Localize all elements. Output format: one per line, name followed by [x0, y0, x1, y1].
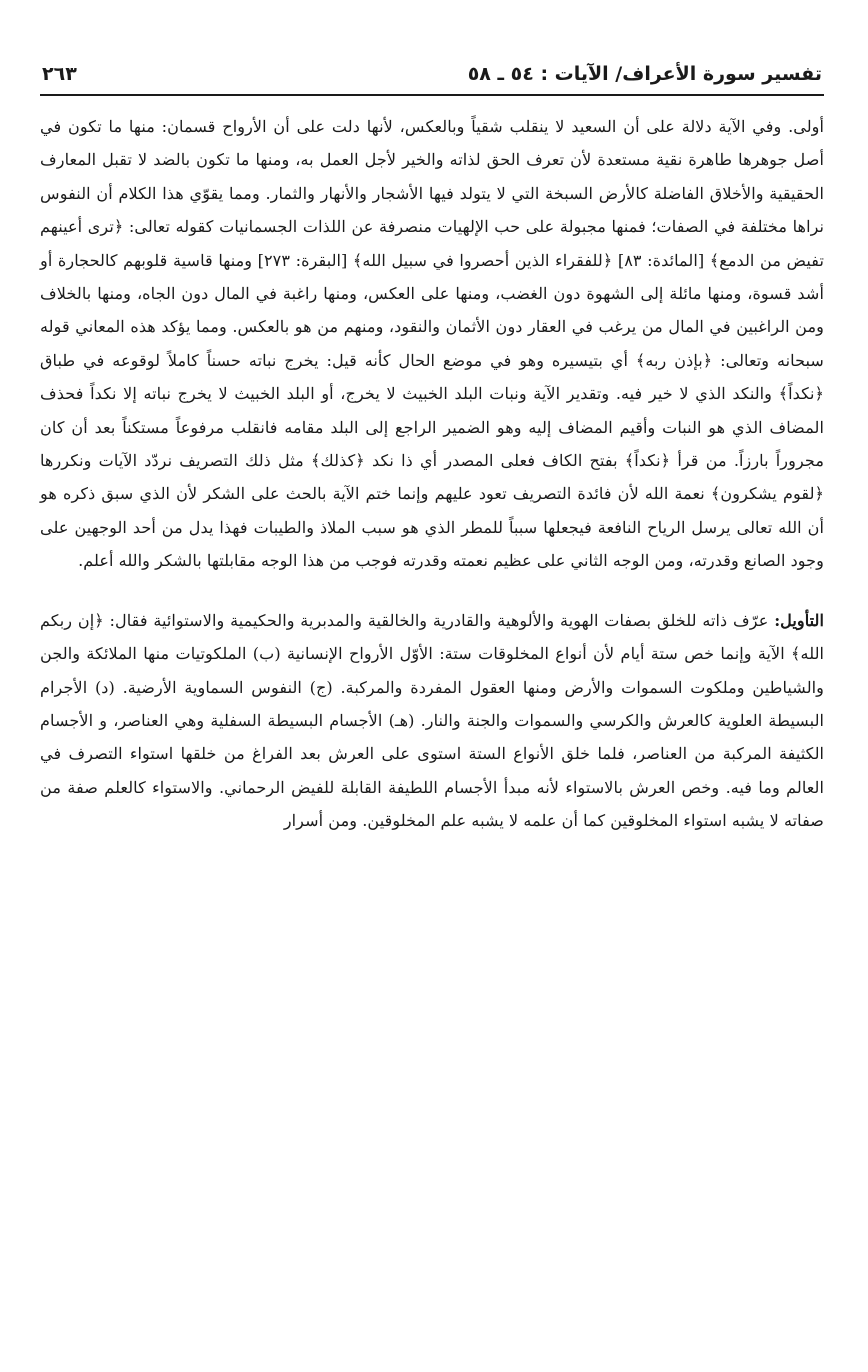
running-header — [40, 60, 824, 96]
paragraph-tawil-lead: التأويل: — [774, 610, 824, 630]
paragraph-tawil — [40, 604, 824, 838]
running-title: تفسير سورة الأعراف/ الآيات : ٥٤ ـ ٥٨ — [467, 63, 822, 85]
paragraph-tafsir-text: أولى. وفي الآية دلالة على أن السعيد لا ينقلب شقياً وبالعكس، لأنها دلت على أن الأرواح قسمان: منها ما تكون في أصل جوهرها طاهرة نقية مستعدة لأن تعرف الحق لذاته والخير لأجل العمل به، ومنها ما تكون بالضد لا تقبل المعارف الحقيقية والأخلاق الفاضلة كالأرض السبخة التي لا يتولد فيها الأشجار والأنهار والثمار. ومما يقوّي هذا الكلام أن النفوس نراها مختلفة في الصفات؛ فمنها مجبولة على حب الإلهيات منصرفة عن اللذات الجسمانيات كقوله تعالى: ﴿ترى أعينهم تفيض من الدمع﴾ [المائدة: ٨٣] ﴿للفقراء الذين أحصروا في سبيل الله﴾ [البقرة: ٢٧٣] ومنها قاسية قلوبهم كالحجارة أو أشد قسوة، ومنها مائلة إلى الشهوة دون الغضب، ومنها على العكس، ومنها راغبة في المال دون الجاه، ومنها بالخلاف ومن الراغبين في المال من يرغب في العقار دون الأثمان والنقود، ومنهم من هو بالعكس. ومما يؤكد هذه المعاني قوله سبحانه وتعالى: ﴿بإذن ربه﴾ أي بتيسيره وهو في موضع الحال كأنه قيل: يخرج نباته حسناً كاملاً لوقوعه في طباق ﴿نكداً﴾ والنكد الذي لا خير فيه. وتقدير الآية ونبات البلد الخبيث لا يخرج، أو البلد الخبيث لا يخرج نباته إلا نكداً فحذف المضاف الذي هو النبات وأقيم المضاف إليه وهو الضمير الراجع إلى البلد مقامه فانقلب مرفوعاً مستكناً بعد أن كان مجروراً بارزاً. من قرأ ﴿نكداً﴾ بفتح الكاف فعلى المصدر أي ذا نكد ﴿كذلك﴾ مثل ذلك التصريف نردّد الآيات ونكررها ﴿لقوم يشكرون﴾ نعمة الله لأن فائدة التصريف تعود عليهم وإنما ختم الآية بالحث على الشكر لأن الذي سبق ذكره هو أن الله تعالى يرسل الرياح النافعة فيجعلها سبباً للمطر الذي هو سبب الملاذ والطيبات فهذا يدل من أحد الوجهين على وجود الصانع وقدرته، ومن الوجه الثاني على عظيم نعمته وقدرته فوجب من هذا الوجه مقابلتها بالشكر والله أعلم. — [40, 117, 824, 571]
paragraph-gap — [40, 578, 824, 604]
book-page — [40, 60, 824, 838]
page-number: ٢٦٣ — [42, 63, 77, 85]
paragraph-tafsir — [40, 110, 824, 578]
paragraph-tawil-text: عرّف ذاته للخلق بصفات الهوية والألوهية والقادرية والخالقية والمدبرية والحكيمية والاستوائية فقال: ﴿إن ربكم الله﴾ الآية وإنما خص ستة أيام لأن أنواع المخلوقات ستة: الأوّل الأرواح الإنسانية (ب) الملكوتيات منها الملائكة والجن والشياطين وملكوت السموات والأرض ومنها العقول المفردة والمركبة. (ج) النفوس السماوية الأرضية. (د) الأجرام البسيطة العلوية كالعرش والكرسي والسموات والجنة والنار. (هـ) الأجسام البسيطة السفلية وهي العناصر، و الأجسام الكثيفة المركبة من العناصر، فلما خلق الأنواع الستة استوى على العرش بعد الفراغ من خلقها استواء التصرف في العالم وما فيه. وخص العرش بالاستواء لأنه مبدأ الأجسام اللطيفة القابلة للفيض الرحماني. والاستواء كالعلم صفة من صفاته لا يشبه استواء المخلوقين كما أن علمه لا يشبه علم المخلوقين. ومن أسرار — [40, 610, 824, 831]
main-text — [40, 110, 824, 838]
